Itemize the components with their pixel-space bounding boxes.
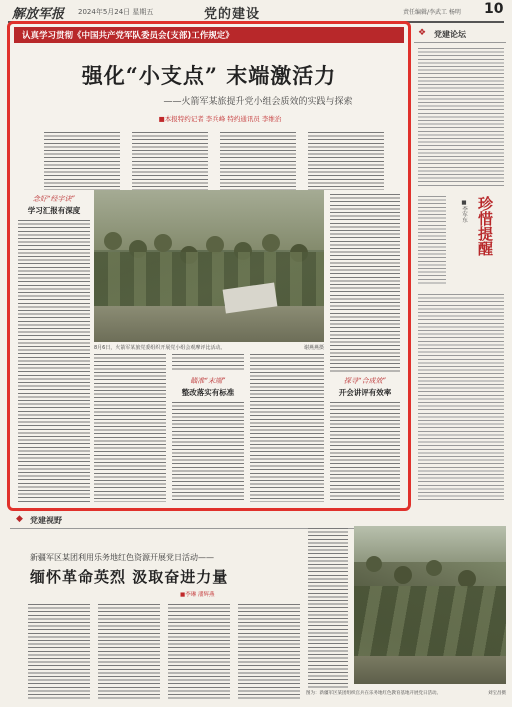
right-column-text-lower: [330, 402, 400, 502]
byline: ■本报特约记者 李兵峰 特约通讯员 李维治: [158, 115, 282, 123]
intro-text-col2: [132, 132, 208, 190]
middle-column-2-text: [172, 402, 244, 502]
photo-credit: 谢燕燕摄: [303, 345, 324, 351]
bottom-lead: 新疆军区某团利用乐务地红色资源开展党日活动——: [30, 553, 214, 562]
bottom-text-col4: [238, 604, 300, 700]
section3-heading: 开会讲评有效率: [338, 388, 392, 397]
section3-heading-top: 探寻“合成效”: [343, 377, 387, 385]
masthead: [8, 3, 504, 23]
forum-title: 党建论坛: [434, 29, 466, 39]
right-column: [414, 24, 506, 508]
feature-title: 珍惜提醒: [476, 196, 494, 256]
middle-column-3-text: [250, 354, 324, 502]
main-article: [10, 24, 408, 508]
bottom-byline: ■李琳 潘辉燕: [180, 592, 215, 598]
page-number: 10: [484, 1, 504, 17]
kicker-label: 党建视野: [30, 515, 62, 525]
bottom-text-col3: [168, 604, 230, 700]
bottom-photo-credit: 刘宝昌摄: [488, 691, 506, 696]
subheadline: ——火箭军某旅提升党小组会质效的实践与探索: [163, 97, 353, 107]
paper-name: 解放军报: [12, 7, 65, 22]
forum-header: [414, 28, 506, 43]
bottom-text-col1: [28, 604, 90, 700]
forum-text: [418, 48, 504, 188]
bottom-photo-caption: 图为：新疆军区某团组织官兵在乐务地红色教育基地开展党日活动。: [306, 691, 441, 696]
section-title: 党的建设: [204, 7, 261, 22]
bottom-text-col5: [308, 528, 348, 688]
bottom-text-col2: [98, 604, 160, 700]
middle-column-1-text: [94, 354, 166, 502]
section2-heading: 整改落实有标准: [181, 388, 235, 397]
series-banner: 认真学习贯彻《中国共产党军队委员会(支部)工作规定》: [14, 27, 404, 43]
left-column-text: [18, 220, 90, 502]
kicker-icon: ◆: [16, 514, 23, 524]
section1-heading-top: 念好“经字诀”: [32, 195, 76, 203]
intro-text-col4: [308, 132, 384, 190]
right-column-text-upper: [330, 194, 400, 372]
editor-info: 责任编辑/李武工 杨明: [403, 9, 461, 16]
issue-date: 2024年5月24日 星期五: [78, 8, 154, 16]
photo-caption: 8月6日，火箭军某旅党委组织开展党小组会观摩评比活动。: [94, 345, 226, 351]
bottom-photo: [354, 526, 506, 684]
middle-column-2-text-top: [172, 354, 244, 372]
main-photo: [94, 190, 324, 342]
intro-text-col3: [220, 132, 296, 190]
headline: 强化“小支点” 末端激活力: [81, 63, 337, 88]
feature-text: [418, 294, 504, 500]
forum-icon: ❖: [418, 28, 427, 38]
section1-heading: 学习汇报有深度: [27, 206, 81, 215]
feature-author: ■李军东: [461, 200, 467, 223]
bottom-headline: 缅怀革命英烈 汲取奋进力量: [30, 568, 229, 586]
section2-heading-top: 瞄准“末端”: [190, 377, 226, 385]
bottom-article: [10, 514, 506, 704]
feature-text-top: [418, 196, 446, 286]
intro-text-col1: [44, 132, 120, 190]
